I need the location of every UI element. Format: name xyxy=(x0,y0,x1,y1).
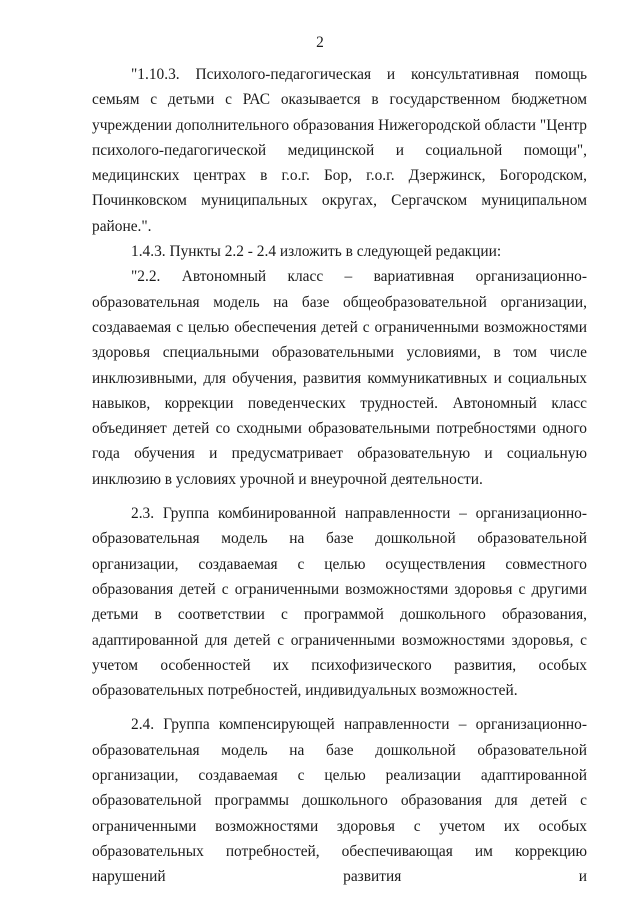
paragraph-2-4: 2.4. Группа компенсирующей направленности – организационно-образовательная модель на базе дошкольной образовательной организации, создаваемая с целью реализации адаптированной образовательной программы дошкольного образования для детей с ограниченными возможностями здоровья с учетом их особых образовательных потребностей, обеспечивающая им коррекцию нарушений развития и xyxy=(92,716,587,886)
paragraph-2-3: 2.3. Группа комбинированной направленности – организационно-образовательная модель на базе дошкольной образовательной организации, создаваемая с целью осуществления совместного образования детей с ограниченными возможностями здоровья с другими детьми в соответствии с программой дошкольного образования, адаптированной для детей с ограниченными возможностями здоровья, с учетом особенностей их психофизического развития, особых образовательных потребностей, индивидуальных возможностей. xyxy=(92,505,587,700)
paragraph-2-2: "2.2. Автономный класс – вариативная организационно-образовательная модель на базе общеобразовательной организации, создаваемая с целью обеспечения детей с ограниченными возможностями здоровья специальными образовательными условиями, в том числе инклюзивными, для обучения, развития коммуникативных и социальных навыков, коррекции поведенческих трудностей. Автономный класс объединяет детей со сходными образовательными потребностями одного года обучения и предусматривает образовательную и социальную инклюзию в условиях урочной и внеурочной деятельности. xyxy=(92,268,587,488)
page-number: 2 xyxy=(316,34,324,51)
paragraph-1-10-3: "1.10.3. Психолого-педагогическая и консультативная помощь семьям с детьми с РАС оказывается в государственном бюджетном учреждении дополнительного образования Нижегородской области "Центр психолого-педагогической медицинской и социальной помощи", медицинских центрах в г.о.г. Бор, г.о.г. Дзержинск, Богородском, Починковском муниципальных округах, Сергачском муниципальном районе.". xyxy=(92,66,587,235)
paragraph-1-4-3: 1.4.3. Пункты 2.2 - 2.4 изложить в следующей редакции: xyxy=(131,243,502,261)
document-body xyxy=(92,62,587,890)
